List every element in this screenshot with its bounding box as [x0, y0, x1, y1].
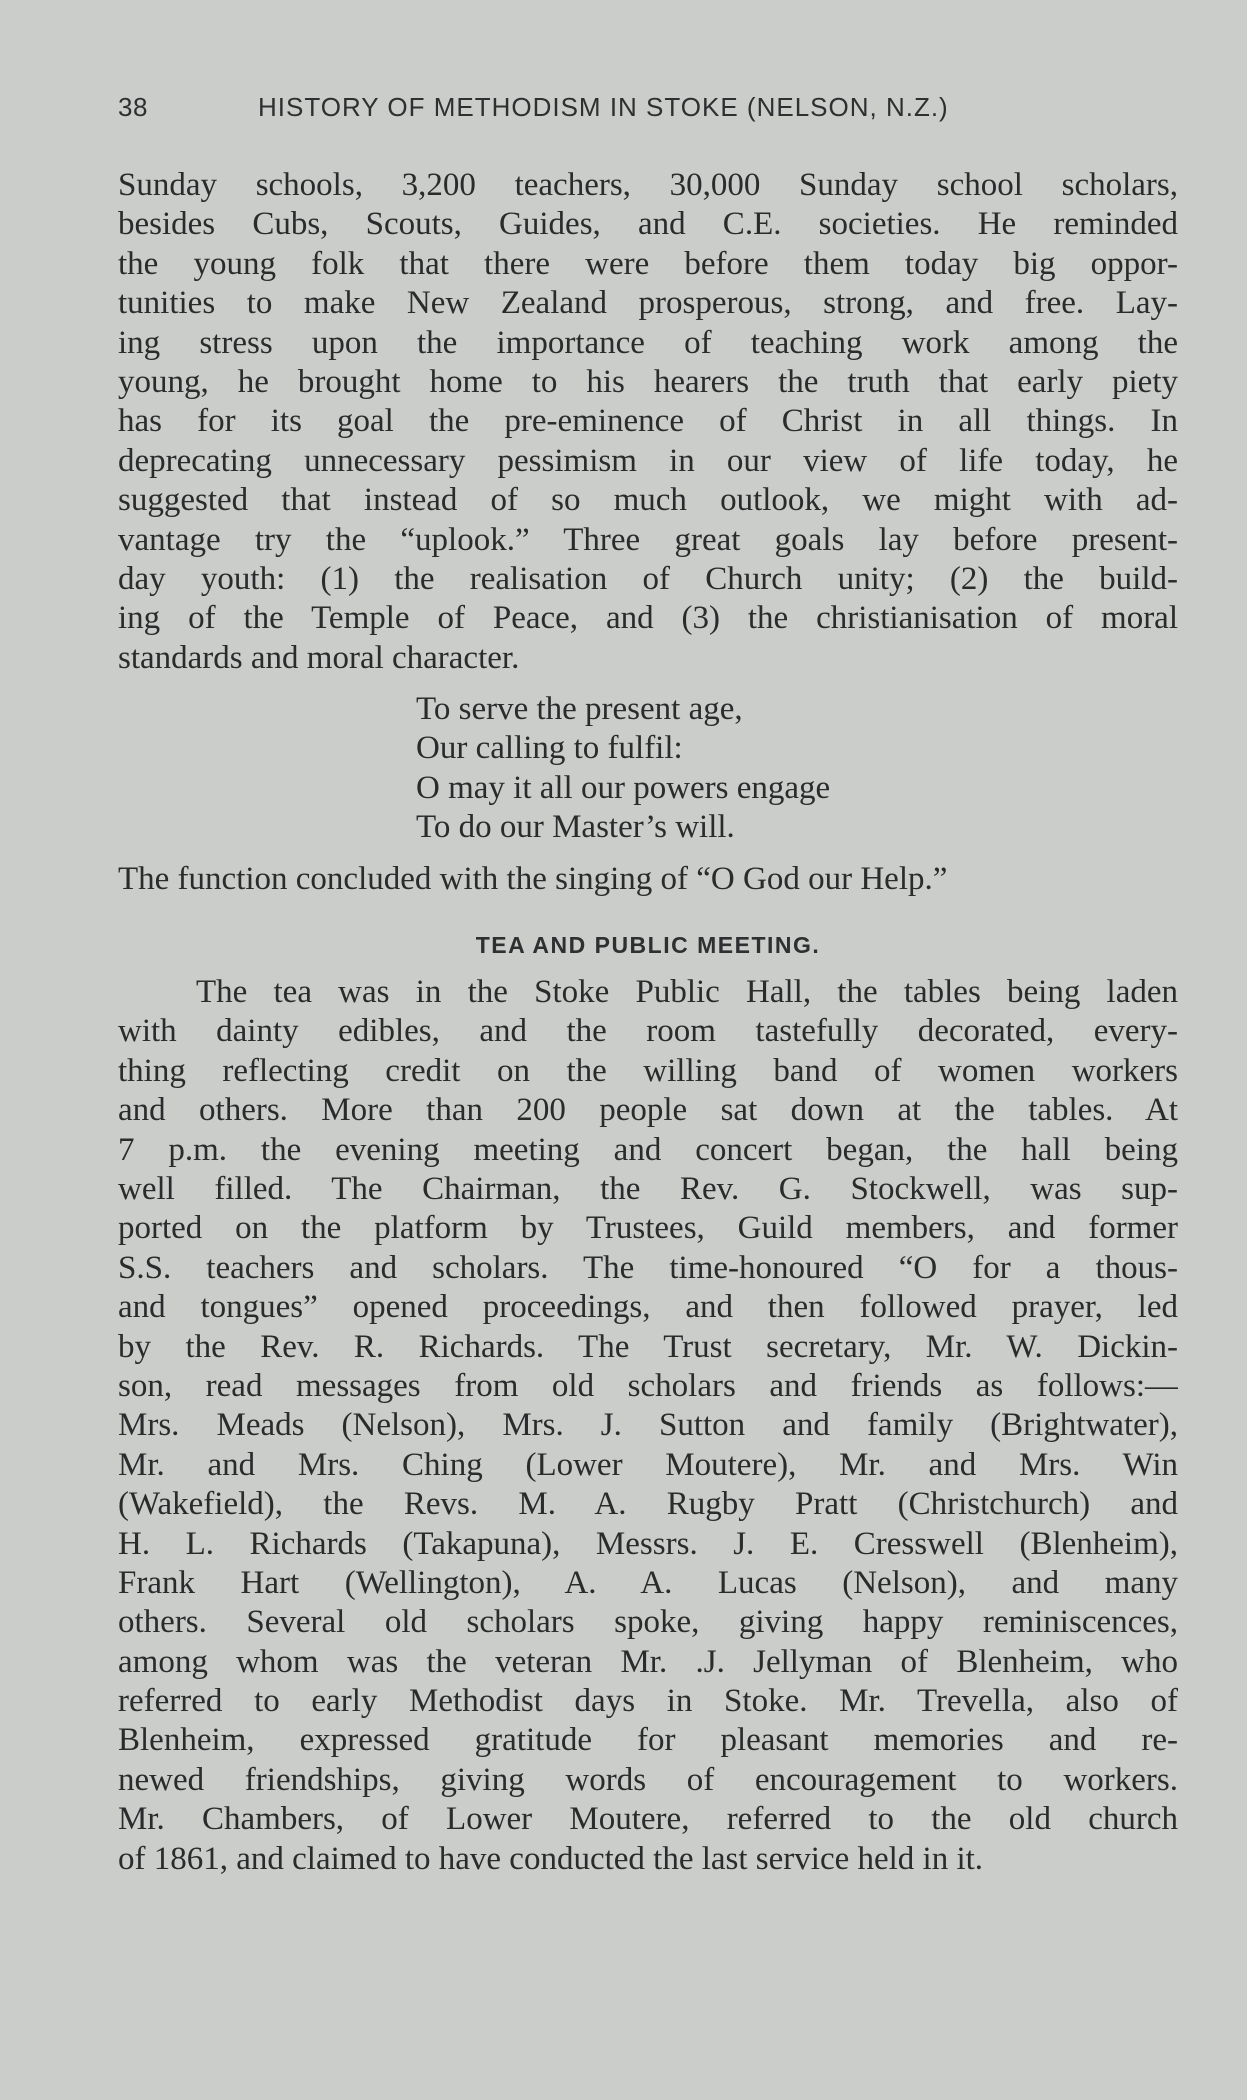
paragraph-intro [118, 166, 1178, 678]
text-line: S.S. teachers and scholars. The time-honoured “O for a thous- [118, 1249, 1178, 1286]
text-line: ing stress upon the importance of teaching work among the [118, 324, 1178, 361]
text-line: referred to early Methodist days in Stoke. Mr. Trevella, also of [118, 1683, 1178, 1720]
running-head-title: HISTORY OF METHODISM IN STOKE (NELSON, N.Z.) [258, 92, 949, 122]
text-line: Mrs. Meads (Nelson), Mrs. J. Sutton and family (Brightwater), [118, 1407, 1178, 1444]
text-line: Mr. and Mrs. Ching (Lower Moutere), Mr. and Mrs. Win [118, 1446, 1178, 1483]
text-line: others. Several old scholars spoke, giving happy reminiscences, [118, 1604, 1178, 1641]
text-line: Blenheim, expressed gratitude for pleasant memories and re- [118, 1722, 1178, 1759]
text-line: thing reflecting credit on the willing band of women workers [118, 1052, 1178, 1089]
page-number: 38 [118, 92, 148, 122]
text-line: son, read messages from old scholars and friends as follows:— [118, 1367, 1178, 1404]
text-line: has for its goal the pre-eminence of Christ in all things. In [118, 403, 1178, 440]
text-line: tunities to make New Zealand prosperous, strong, and free. Lay- [118, 285, 1178, 322]
section-heading: TEA AND PUBLIC MEETING. [475, 932, 821, 959]
text-line: with dainty edibles, and the room tastefully decorated, every- [118, 1013, 1178, 1050]
paragraph-tea-meeting [118, 973, 1178, 1879]
text-line: Mr. Chambers, of Lower Moutere, referred to the old church [118, 1801, 1178, 1838]
text-line: vantage try the “uplook.” Three great goals lay before present- [118, 521, 1178, 558]
text-line: (Wakefield), the Revs. M. A. Rugby Pratt (Christchurch) and [118, 1486, 1178, 1523]
text-line: newed friendships, giving words of encouragement to workers. [118, 1761, 1178, 1798]
text-line: day youth: (1) the realisation of Church unity; (2) the build- [118, 560, 1178, 597]
text-line: Sunday schools, 3,200 teachers, 30,000 Sunday school scholars, [118, 167, 1178, 203]
hymn-verse [118, 690, 1178, 848]
verse-line: To do our Master’s will. [416, 809, 735, 846]
text-line: besides Cubs, Scouts, Guides, and C.E. societies. He reminded [118, 206, 1178, 243]
text-line: standards and moral character. [118, 639, 520, 676]
text-line: of 1861, and claimed to have conducted the last service held in it. [118, 1840, 984, 1877]
text-line: The function concluded with the singing of “O God our Help.” [118, 860, 948, 897]
text-line: 7 p.m. the evening meeting and concert began, the hall being [118, 1131, 1178, 1168]
text-line: and tongues” opened proceedings, and then followed prayer, led [118, 1289, 1178, 1326]
paragraph-function [118, 860, 1178, 899]
text-line: young, he brought home to his hearers the truth that early piety [118, 363, 1178, 400]
text-line: the young folk that there were before them today big oppor- [118, 245, 1178, 282]
text-line: suggested that instead of so much outlook, we might with ad- [118, 482, 1178, 519]
running-head [118, 92, 1178, 128]
text-line: well filled. The Chairman, the Rev. G. Stockwell, was sup- [118, 1170, 1178, 1207]
text-line: ported on the platform by Trustees, Guild members, and former [118, 1210, 1178, 1247]
text-line: H. L. Richards (Takapuna), Messrs. J. E. Cresswell (Blenheim), [118, 1525, 1178, 1562]
text-line: Frank Hart (Wellington), A. A. Lucas (Nelson), and many [118, 1564, 1178, 1601]
text-line: deprecating unnecessary pessimism in our view of life today, he [118, 442, 1178, 479]
verse-line: O may it all our powers engage [416, 769, 831, 806]
text-line: among whom was the veteran Mr. .J. Jellyman of Blenheim, who [118, 1643, 1178, 1680]
text-line: The tea was in the Stoke Public Hall, the tables being laden [196, 974, 1178, 1011]
text-line: by the Rev. R. Richards. The Trust secretary, Mr. W. Dickin- [118, 1328, 1178, 1365]
verse-line: To serve the present age, [416, 691, 743, 728]
verse-line: Our calling to fulfil: [416, 730, 683, 767]
text-line: and others. More than 200 people sat down at the tables. At [118, 1092, 1178, 1129]
text-line: ing of the Temple of Peace, and (3) the christianisation of moral [118, 600, 1178, 637]
body-text [118, 166, 1178, 1879]
